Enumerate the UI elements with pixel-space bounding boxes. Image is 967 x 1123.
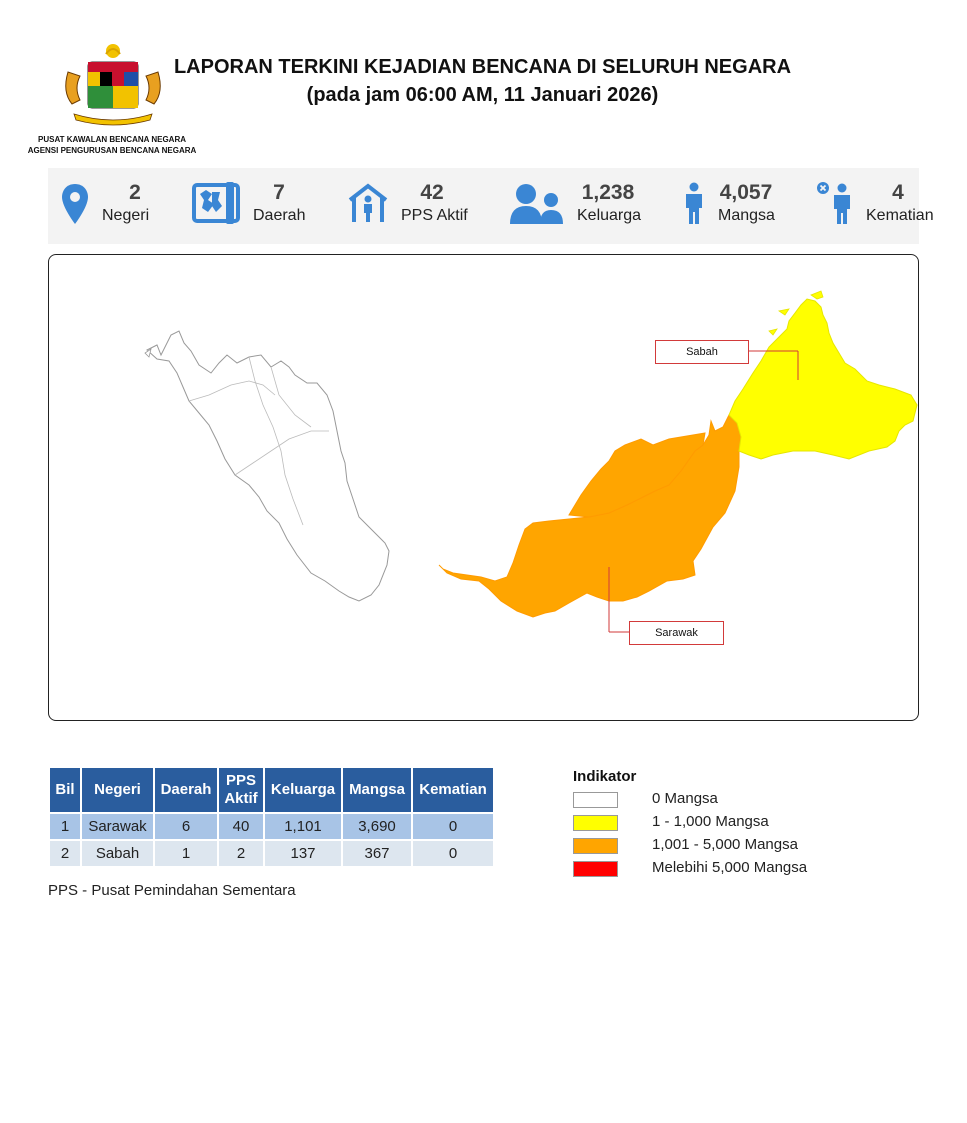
summary-stats-bar [48,168,934,244]
header-bil: Bil [50,768,80,812]
legend-label-1: 1 - 1,000 Mangsa [652,813,769,830]
stat-pps [347,168,477,244]
cell-daerah: 6 [155,814,217,839]
header-mangsa: Mangsa [343,768,411,812]
legend-swatch-3 [573,861,618,877]
map-pin-icon [60,182,90,226]
callout-sabah: Sabah [655,340,749,364]
legend-label-0: 0 Mangsa [652,790,718,807]
table-row [50,841,493,866]
legend-label-2: 1,001 - 5,000 Mangsa [652,836,798,853]
map-region-sabah [729,299,917,459]
report-title: LAPORAN TERKINI KEJADIAN BENCANA DI SELURUH NEGARA [173,56,792,78]
family-icon [510,182,564,224]
stat-pps-label: PPS Aktif [401,207,468,224]
cell-mangsa: 367 [343,841,411,866]
stat-daerah-label: Daerah [253,207,306,224]
coat-of-arms-icon [58,42,168,126]
stat-negeri-label: Negeri [102,207,150,224]
cell-pps-aktif: 2 [219,841,263,866]
stat-keluarga [510,168,650,244]
table-header-row [50,768,493,812]
stat-daerah [192,168,322,244]
cell-negeri: Sabah [82,841,153,866]
district-map-icon [192,182,240,224]
stat-keluarga-label: Keluarga [577,207,642,224]
deceased-person-icon [816,181,852,224]
cell-kematian: 0 [413,841,493,866]
cell-negeri: Sarawak [82,814,153,839]
stat-negeri [60,168,180,244]
header-keluarga: Keluarga [265,768,341,812]
stat-keluarga-value: 1,238 [581,181,635,204]
stat-negeri-value: 2 [129,181,141,204]
header-pps-aktif: PPS Aktif [219,768,263,812]
legend-swatch-0 [573,792,618,808]
map-region-peninsular [147,331,389,601]
cell-bil: 1 [50,814,80,839]
malaysia-map [48,254,919,721]
stat-kematian-value: 4 [892,181,904,204]
stat-kematian-label: Kematian [866,207,934,224]
cell-kematian: 0 [413,814,493,839]
callout-sarawak: Sarawak [629,621,724,645]
legend-label-3: Melebihi 5,000 Mangsa [652,859,808,876]
stat-mangsa-label: Mangsa [718,207,775,224]
agency-line-2: AGENSI PENGURUSAN BENCANA NEGARA [27,146,197,155]
legend-swatch-2 [573,838,618,854]
shelter-icon [347,182,389,224]
stat-kematian [816,168,934,244]
stat-mangsa [683,168,803,244]
header-kematian: Kematian [413,768,493,812]
cell-mangsa: 3,690 [343,814,411,839]
person-icon [683,182,705,224]
agency-line-1: PUSAT KAWALAN BENCANA NEGARA [38,135,186,144]
legend-title: Indikator [573,768,637,785]
table-row [50,814,493,839]
header-negeri: Negeri [82,768,153,812]
pps-footnote: PPS - Pusat Pemindahan Sementara [48,882,296,899]
state-summary-table [48,766,495,868]
stat-mangsa-value: 4,057 [719,181,773,204]
report-subtitle: (pada jam 06:00 AM, 11 Januari 2026) [306,84,659,106]
stat-pps-value: 42 [420,181,444,204]
legend-swatch-1 [573,815,618,831]
stat-daerah-value: 7 [273,181,285,204]
cell-keluarga: 1,101 [265,814,341,839]
header-daerah: Daerah [155,768,217,812]
cell-keluarga: 137 [265,841,341,866]
cell-bil: 2 [50,841,80,866]
cell-pps-aktif: 40 [219,814,263,839]
cell-daerah: 1 [155,841,217,866]
